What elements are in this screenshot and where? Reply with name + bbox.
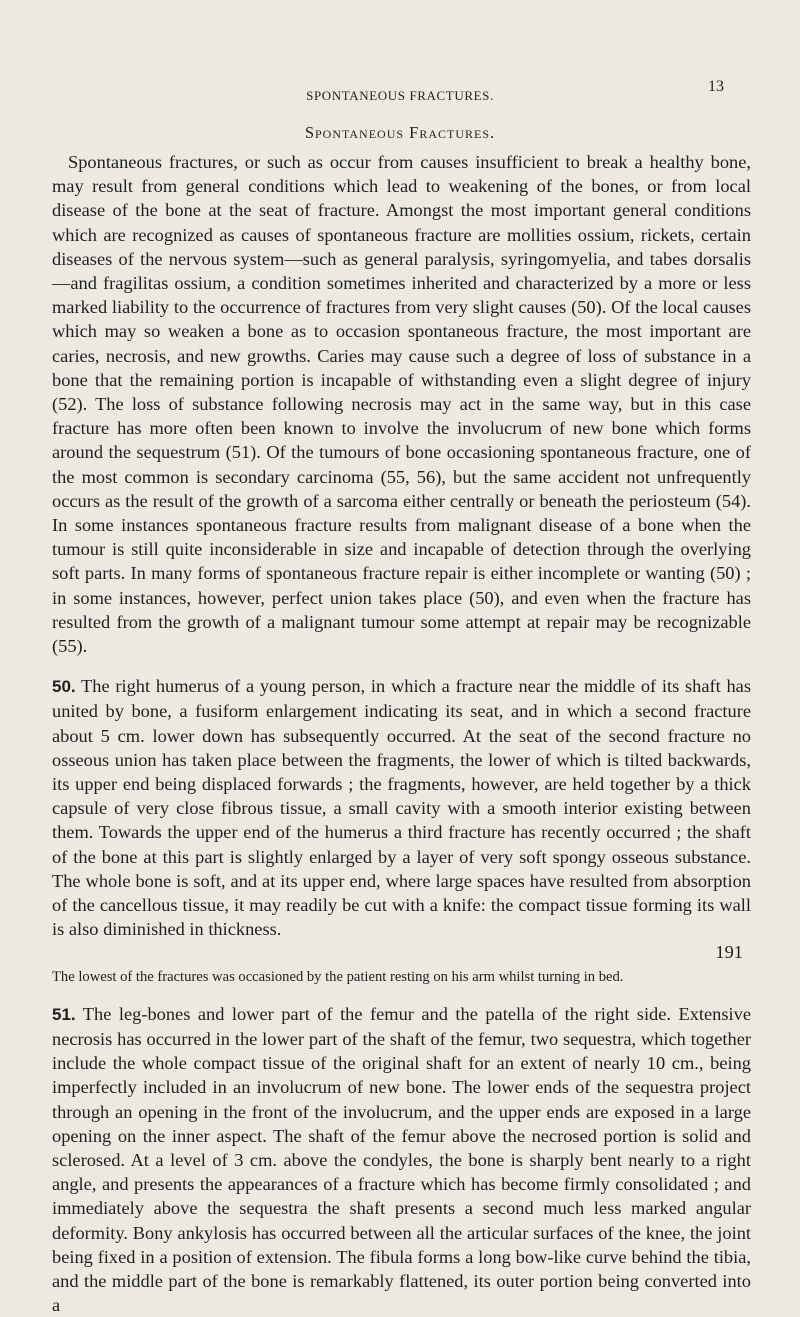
specimen-51 [52,1002,751,1317]
specimen-note: The lowest of the fractures was occasioned by the patient resting on his arm whilst turning in bed. [52,968,624,985]
specimen-description: The right humerus of a young person, in which a fracture near the middle of its shaft has united by bone, a fusiform enlargement indicating its seat, and in which a second fracture about 5 cm. lower down has subsequently occurred. At the seat of the second fracture no osseous union has taken place between the fragments, the lower of which is tilted backwards, its upper end being displaced forwards ; the fragments, however, are held together by a thick capsule of very close fibrous tissue, a small cavity with a smooth interior existing between them. Towards the upper end of the humerus a third fracture has recently occurred ; the shaft of the bone at this part is slightly enlarged by a layer of very soft spongy osseous substance. The whole bone is soft, and at its upper end, where large spaces have resulted from absorption of the cancellous tissue, it may readily be cut with a knife: the compact tissue forming its wall is also diminished in thickness. [52,676,751,940]
body-text [52,150,751,1317]
catalogue-number: 191 [715,941,743,962]
specimen-50 [52,674,751,941]
page-number: 13 [708,78,724,95]
specimen-description: The leg-bones and lower part of the femur and the patella of the right side. Extensive necrosis has occurred in the lower part of the shaft of the femur, two sequestra, which together include the whole compact tissue of the original shaft for an extent of nearly 10 cm., being imperfectly included in an involucrum of new bone. The lower ends of the sequestra project through an opening in the front of the involucrum, and the upper ends are exposed in a large opening on the inner aspect. The shaft of the femur above the necrosed portion is solid and sclerosed. At a level of 3 cm. above the condyles, the bone is sharply bent nearly to a right angle, and presents the appearances of a fracture which has become firmly consolidated ; and immediately above the sequestra the shaft presents a second much less marked angular deformity. Bony ankylosis has occurred between all the articular surfaces of the knee, the joint being fixed in a position of extension. The fibula forms a long bow-like curve behind the tibia, and the middle part of the bone is remarkably flattened, its outer portion being converted into a [52,1003,752,1316]
specimen-number: 51. [52,1004,76,1024]
intro-paragraph: Spontaneous fractures, or such as occur from causes insufficient to break a healthy bone, may result from general conditions which lead to weakening of the bones, or from local disease of the bone at the seat of fracture. Amongst the most important general conditions which are recognized as causes of spontaneous fracture are mollities ossium, rickets, certain diseases of the nervous system—such as general paralysis, syringomyelia, and tabes dorsalis—and fragilitas ossium, a condition sometimes inherited and characterized by a more or less marked liability to the occurrence of fractures from very slight causes (50). Of the local causes which may so weaken a bone as to occasion spontaneous fracture, the most important are caries, necrosis, and new growths. Caries may cause such a degree of loss of substance in a bone that the remaining portion is incapable of withstanding even a slight degree of injury (52). The loss of substance following necrosis may act in the same way, but in this case fracture has more often been known to involve the involucrum of new bone which forms around the sequestrum (51). Of the tumours of bone occasioning spontaneous fracture, one of the most common is secondary carcinoma (55, 56), but the same accident not unfrequently occurs as the result of the growth of a sarcoma either centrally or beneath the periosteum (54). In some instances spontaneous fracture results from malignant disease of a bone when the tumour is still quite inconsiderable in size and incapable of detection through the overlying soft parts. In many forms of spontaneous fracture repair is either incomplete or wanting (50) ; in some instances, however, perfect union takes place (50), and even when the fracture has resulted from the growth of a malignant tumour some attempt at repair may be recognizable (55). [52,152,751,657]
specimen-number: 50. [52,677,76,697]
section-title: Spontaneous Fractures. [304,123,496,142]
running-head: SPONTANEOUS FRACTURES. [306,88,494,103]
